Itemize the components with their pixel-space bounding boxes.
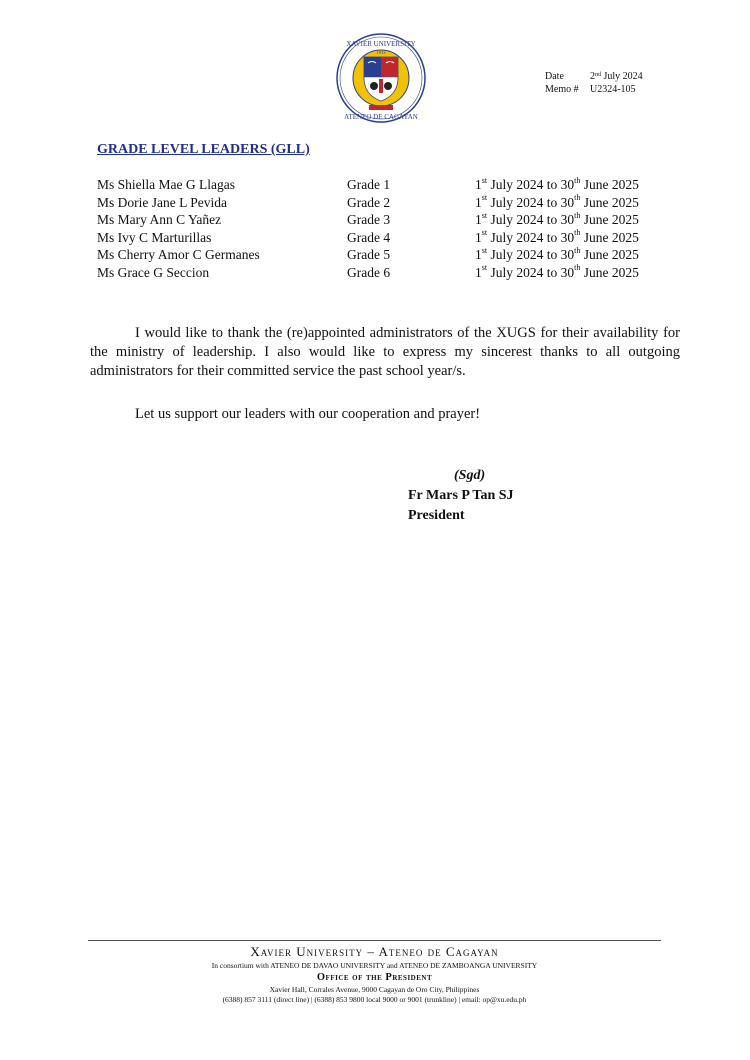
- seal-year: 1933: [376, 50, 386, 55]
- memo-number-row: [545, 83, 643, 96]
- memo-meta: [545, 70, 643, 96]
- leader-grade: Grade 2: [347, 194, 391, 210]
- footer-university: Xavier University – Ateneo de Cagayan: [250, 944, 499, 959]
- date-value: 2nd July 2024: [590, 71, 643, 82]
- memo-label: Memo #: [545, 84, 579, 95]
- leader-term: 1st July 2024 to 30th June 2025: [475, 245, 639, 263]
- leader-term: 1st July 2024 to 30th June 2025: [475, 263, 639, 280]
- leader-term: 1st July 2024 to 30th June 2025: [475, 228, 639, 245]
- leader-name: Ms Cherry Amor C Germanes: [97, 247, 260, 263]
- section-title: GRADE LEVEL LEADERS (GLL): [97, 142, 310, 157]
- leader-name: Ms Shiella Mae G Llagas: [97, 177, 235, 192]
- leader-name: Ms Dorie Jane L Pevida: [97, 194, 227, 210]
- seal-text-top: XAVIER UNIVERSITY: [346, 40, 416, 48]
- seal-text-bottom: ATENEO DE CAGAYAN: [344, 113, 418, 121]
- leader-grade: Grade 4: [347, 229, 391, 245]
- leader-grade: Grade 1: [347, 177, 391, 192]
- body-paragraph-support: Let us support our leaders with our cooperation and prayer!: [135, 406, 481, 422]
- leader-grade: Grade 3: [347, 212, 391, 228]
- memo-number: U2324-105: [590, 84, 636, 95]
- signatory-title: President: [408, 508, 465, 523]
- footer-divider: [88, 940, 661, 941]
- leader-term: 1st July 2024 to 30th June 2025: [475, 175, 639, 192]
- body-paragraph-thanks: I would like to thank the (re)appointed administrators of the XUGS for their availability for the ministry of leadership. I also would like to express my sincerest thanks to all outgoing administrators for their committed service the past school year/s.: [90, 325, 680, 379]
- leader-grade: Grade 5: [347, 247, 391, 263]
- footer-consortium: In consortium with ATENEO DE DAVAO UNIVERSITY and ATENEO DE ZAMBOANGA UNIVERSITY: [211, 961, 538, 970]
- leader-name: Ms Grace G Seccion: [97, 264, 210, 280]
- footer-address: Xavier Hall, Corrales Avenue, 9000 Cagayan de Oro City, Philippines: [269, 985, 480, 994]
- leader-term: 1st July 2024 to 30th June 2025: [475, 193, 639, 210]
- footer-office: Office of the President: [316, 972, 433, 983]
- footer-contact: (6388) 857 3111 (direct line) | (6388) 853 9800 local 9000 or 9001 (trunkline) | email: op@xu.edu.ph: [222, 995, 527, 1004]
- signed-mark: (Sgd): [454, 468, 486, 483]
- signatory-name: Fr Mars P Tan SJ: [408, 488, 514, 503]
- university-seal: [336, 33, 426, 123]
- leader-name: Ms Mary Ann C Yañez: [97, 212, 222, 228]
- date-row: [545, 70, 643, 83]
- letterhead-footer: [88, 943, 661, 1005]
- leader-grade: Grade 6: [347, 264, 391, 280]
- signature-block: [408, 466, 514, 526]
- date-label: Date: [545, 71, 564, 82]
- leader-term: 1st July 2024 to 30th June 2025: [475, 210, 639, 228]
- leader-name: Ms Ivy C Marturillas: [97, 229, 212, 245]
